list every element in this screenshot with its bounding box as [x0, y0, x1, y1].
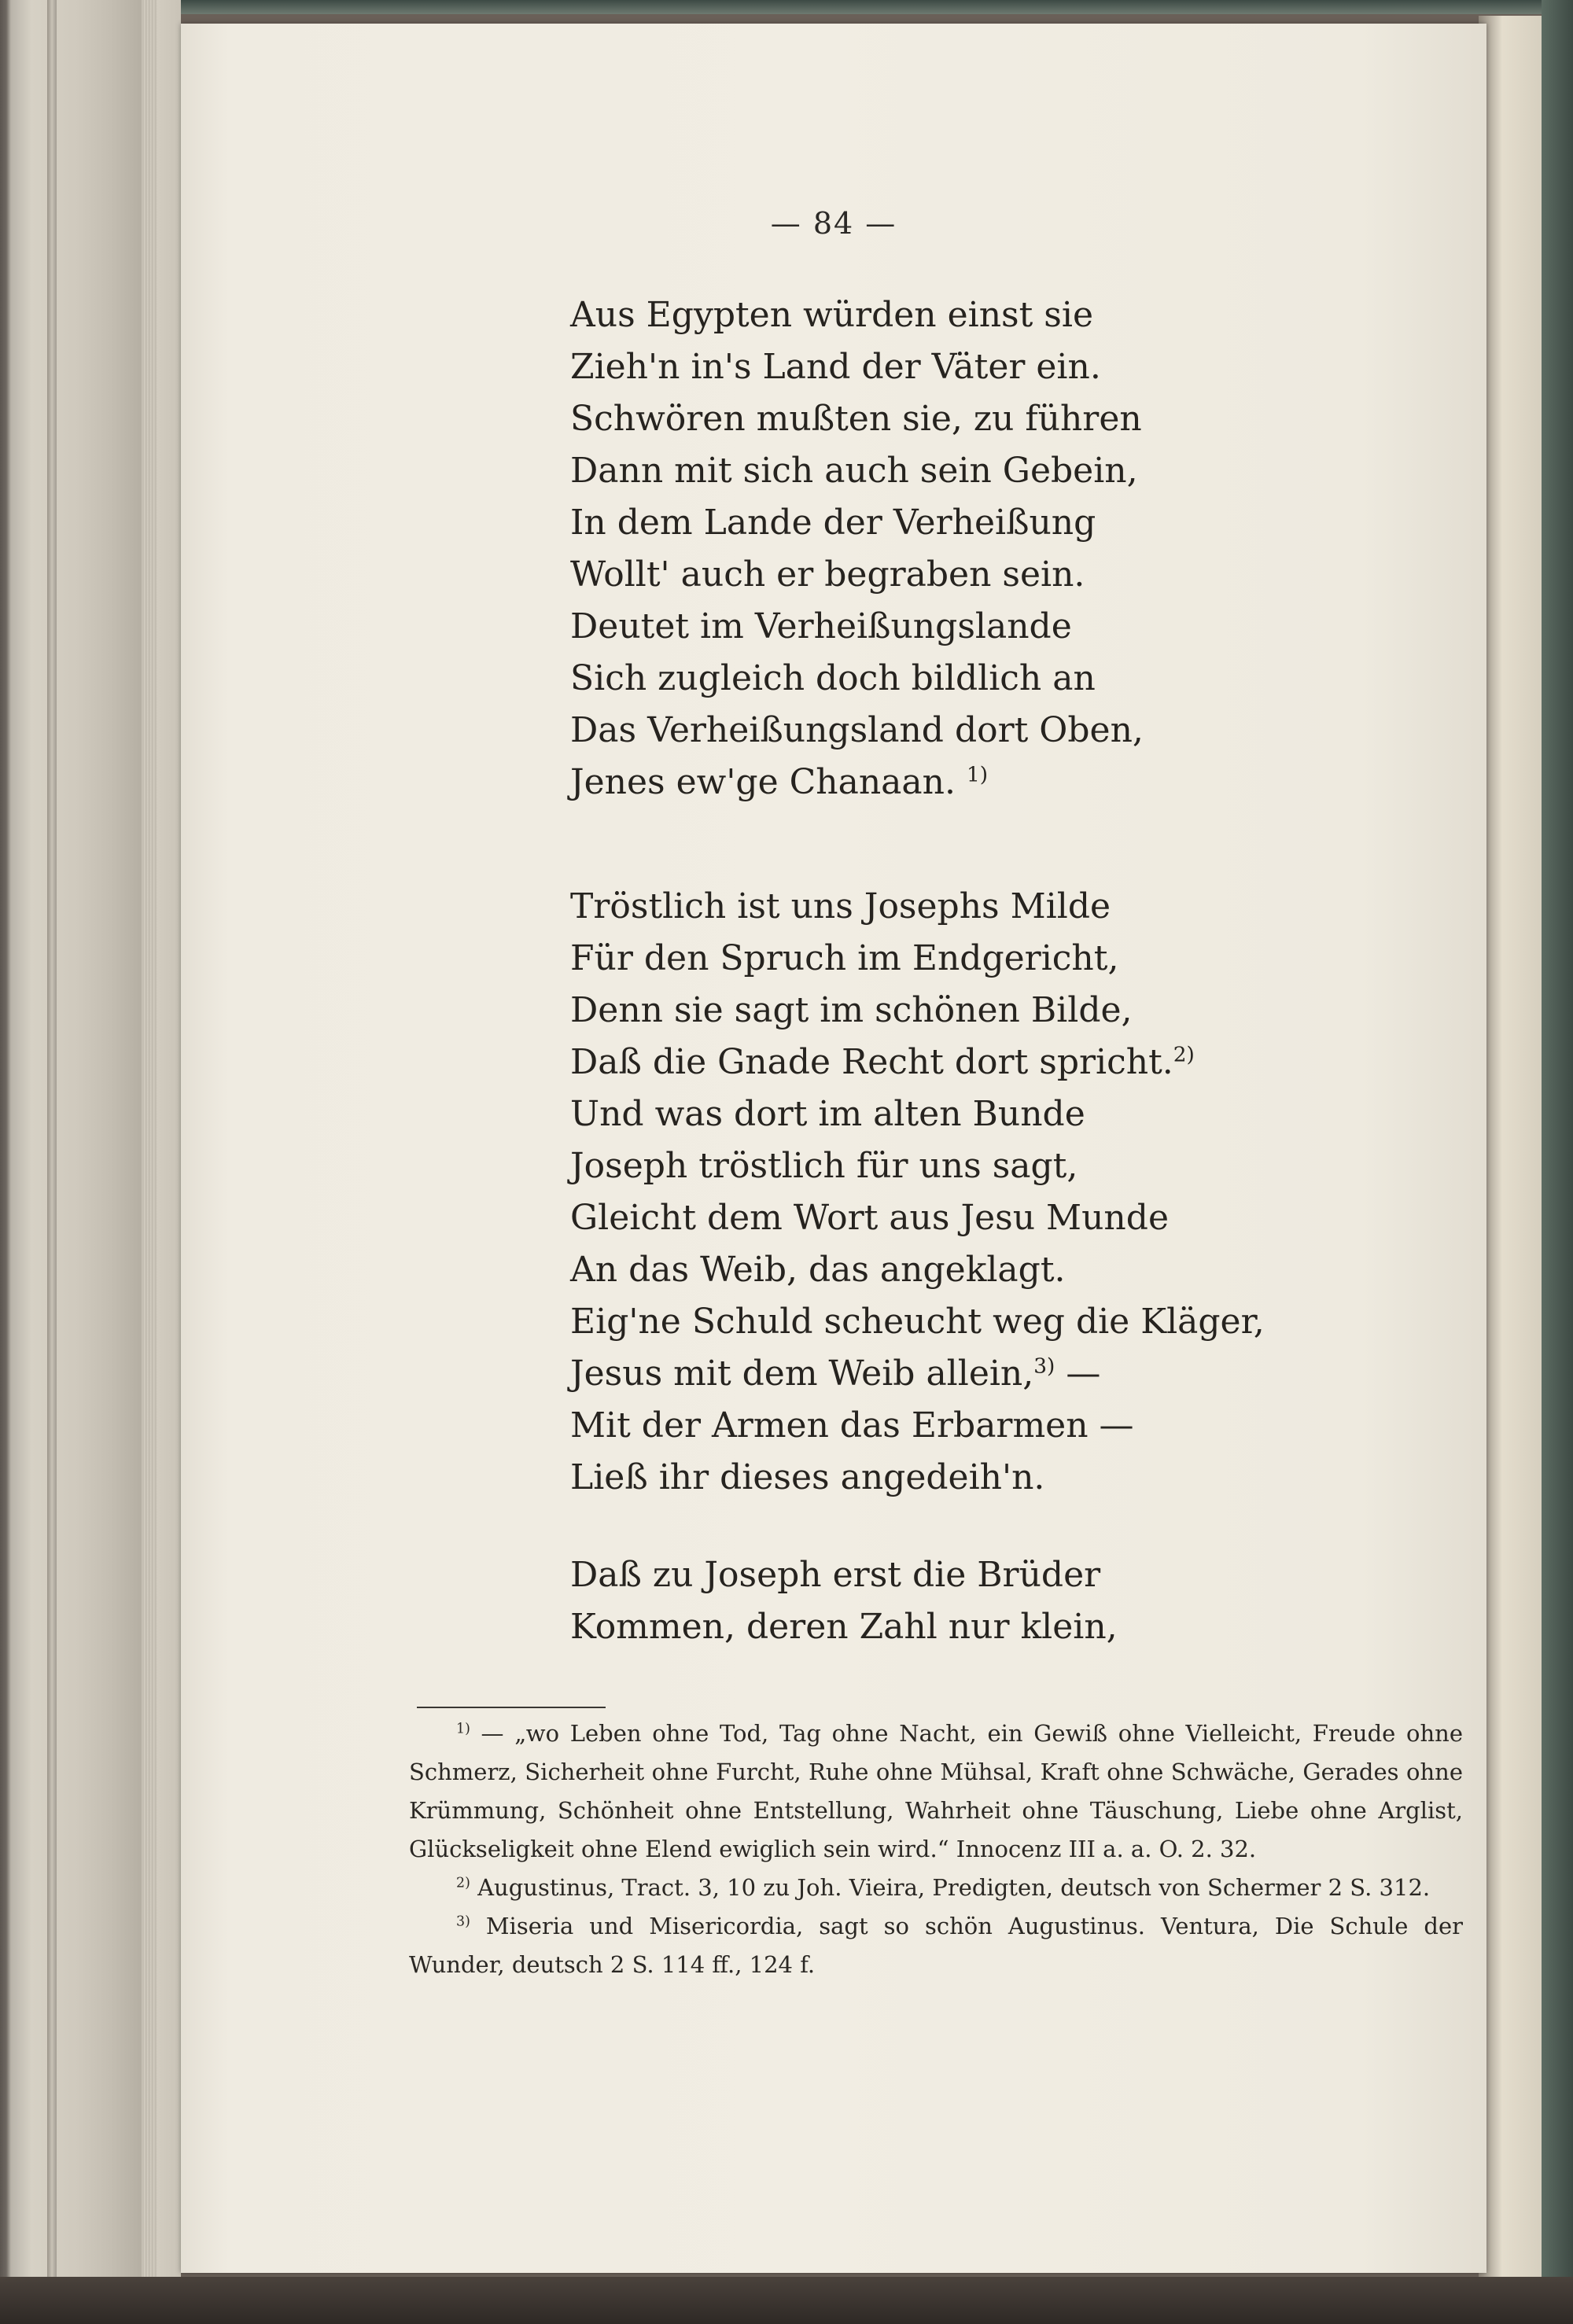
verse-line: Joseph tröstlich für uns sagt,: [570, 1146, 1078, 1186]
stanza-2: [570, 881, 1435, 1504]
left-page-edge: [47, 0, 57, 2324]
verse-line: Schwören mußten sie, zu führen: [570, 399, 1142, 439]
footnote-rule: [417, 1707, 606, 1708]
verse-dash: —: [1055, 1354, 1101, 1394]
left-page-edge-lines: [142, 0, 157, 2324]
verse-line: Denn sie sagt im schönen Bilde,: [570, 990, 1133, 1030]
verse-line-with-note: [570, 1348, 1435, 1400]
verse-text: Jesus mit dem Weib allein,: [570, 1354, 1034, 1394]
verse-line: Dann mit sich auch sein Gebein,: [570, 451, 1138, 491]
footnote-ref: 2): [1173, 1042, 1195, 1067]
footnote-ref: 1): [966, 762, 989, 787]
right-cover: [1542, 0, 1573, 2324]
footnote-1: [409, 1714, 1463, 1869]
verse-line: Wollt' auch er begraben sein.: [570, 554, 1085, 595]
footnote-marker: 2): [456, 1875, 470, 1891]
footnote-3: [409, 1907, 1463, 1984]
verse-line: Für den Spruch im Endgericht,: [570, 938, 1119, 978]
verse-line: Das Verheißungsland dort Oben,: [570, 710, 1144, 750]
footnote-ref: 3): [1033, 1354, 1055, 1379]
verse-text: Daß die Gnade Recht dort spricht.: [570, 1042, 1173, 1082]
verse-line: Zieh'n in's Land der Väter ein.: [570, 347, 1101, 387]
verse-line: Gleicht dem Wort aus Jesu Munde: [570, 1198, 1169, 1238]
footnote-2: [409, 1869, 1463, 1907]
stanza-3: [570, 1549, 1435, 1653]
stanza-1: [570, 289, 1435, 808]
footnote-text: Miseria und Misericordia, sagt so schön Augustinus. Ventura, Die Schule der Wunder, deutsch 2 S. 114 ff., 124 f.: [409, 1913, 1463, 1978]
verse-line-with-note: [570, 1037, 1435, 1088]
footnote-marker: 3): [456, 1913, 470, 1930]
verse-line: Daß zu Joseph erst die Brüder: [570, 1555, 1101, 1595]
verse-line-with-note: [570, 757, 1435, 808]
verse-line: An das Weib, das angeklagt.: [570, 1250, 1066, 1290]
verse-line: Und was dort im alten Bunde: [570, 1094, 1085, 1134]
verse-line: Mit der Armen das Erbarmen —: [570, 1405, 1134, 1446]
book-top-edge: [0, 0, 1573, 14]
verse-line: Deutet im Verheißungslande: [570, 606, 1072, 646]
verse-line: Aus Egypten würden einst sie: [570, 295, 1093, 335]
book-page: [181, 24, 1486, 2273]
footnote-marker: 1): [456, 1721, 470, 1737]
footnote-text: — „wo Leben ohne Tod, Tag ohne Nacht, ein Gewiß ohne Vielleicht, Freude ohne Schmerz, Sicherheit ohne Furcht, Ruhe ohne Mühsal, Kraft ohne Schwäche, Gerades ohne Krümmung, Schönheit ohne Entstellung, Wahrheit ohne Täuschung, Liebe ohne Arglist, Glückseligkeit ohne Elend ewiglich sein wird.“ Innocenz III a. a. O. 2. 32.: [409, 1720, 1463, 1862]
verse-line: Sich zugleich doch bildlich an: [570, 658, 1096, 698]
footnote-text: Augustinus, Tract. 3, 10 zu Joh. Vieira, Predigten, deutsch von Schermer 2 S. 312.: [470, 1874, 1431, 1901]
page-number: — 84 —: [770, 206, 897, 241]
background-bottom: [0, 2277, 1573, 2324]
verse-line: Eig'ne Schuld scheucht weg die Kläger,: [570, 1302, 1265, 1342]
verse-line: Kommen, deren Zahl nur klein,: [570, 1607, 1118, 1647]
footnotes: [409, 1714, 1463, 1984]
verse-line: In dem Lande der Verheißung: [570, 503, 1096, 543]
verse-line: Ließ ihr dieses angedeih'n.: [570, 1457, 1045, 1497]
verse-line: Tröstlich ist uns Josephs Milde: [570, 886, 1111, 926]
verse-text: Jenes ew'ge Chanaan.: [570, 762, 956, 802]
